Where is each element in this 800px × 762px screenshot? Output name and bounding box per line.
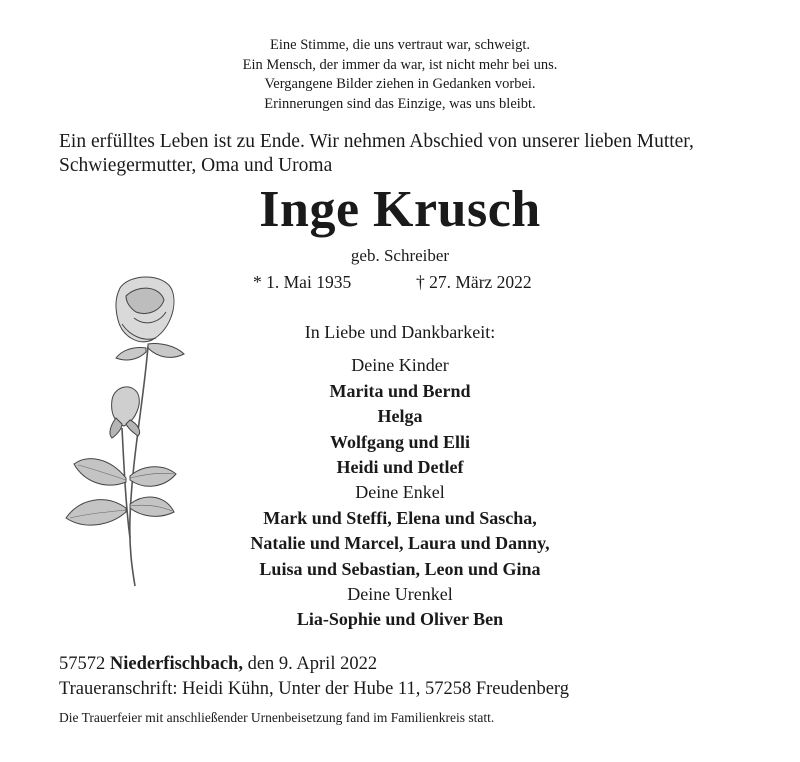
letter-date: den 9. April 2022 bbox=[247, 654, 378, 674]
poem-line: Eine Stimme, die uns vertraut war, schweigt. bbox=[270, 37, 530, 53]
children-label: Deine Kinder bbox=[351, 355, 449, 376]
child-entry: Helga bbox=[377, 406, 423, 427]
great-grandchild-entry: Lia-Sophie und Oliver Ben bbox=[296, 609, 504, 630]
death-date: † 27. März 2022 bbox=[416, 272, 532, 292]
child-entry: Wolfgang und Elli bbox=[329, 431, 471, 452]
grandchild-entry: Natalie und Marcel, Laura und Danny, bbox=[250, 533, 550, 554]
mourners-list bbox=[0, 320, 800, 633]
grandchild-entry: Luisa und Sebastian, Leon und Gina bbox=[259, 558, 541, 579]
grandchildren-label: Deine Enkel bbox=[355, 482, 445, 503]
gratitude-line: In Liebe und Dankbarkeit: bbox=[304, 322, 496, 342]
town: Niederfischbach, bbox=[109, 654, 243, 674]
place-and-address bbox=[59, 652, 779, 701]
zip-code: 57572 bbox=[59, 654, 106, 674]
child-entry: Heidi und Detlef bbox=[336, 457, 464, 478]
place-date-line bbox=[59, 652, 779, 677]
intro-line: Ein erfülltes Leben ist zu Ende. Wir nehmen Abschied von unserer lieben Mutter, bbox=[59, 131, 694, 152]
intro-line: Schwiegermutter, Oma und Uroma bbox=[59, 155, 333, 176]
poem-line: Ein Mensch, der immer da war, ist nicht mehr bei uns. bbox=[242, 56, 558, 73]
intro-text bbox=[59, 130, 759, 178]
birth-date: * 1. Mai 1935 bbox=[253, 272, 352, 292]
poem-line: Erinnerungen sind das Einzige, was uns bleibt. bbox=[264, 95, 536, 112]
great-grandchildren-label: Deine Urenkel bbox=[347, 584, 453, 605]
mourning-address: Traueranschrift: Heidi Kühn, Unter der Hube 11, 57258 Freudenberg bbox=[59, 678, 570, 699]
grandchild-entry: Mark und Steffi, Elena und Sascha, bbox=[263, 507, 537, 528]
deceased-name: Inge Krusch bbox=[259, 181, 541, 238]
poem bbox=[0, 36, 800, 114]
birth-name: geb. Schreiber bbox=[350, 246, 450, 265]
child-entry: Marita und Bernd bbox=[329, 380, 471, 401]
poem-line: Vergangene Bilder ziehen in Gedanken vorbei. bbox=[264, 76, 536, 92]
funeral-note: Die Trauerfeier mit anschließender Urnenbeisetzung fand im Familienkreis statt. bbox=[59, 710, 495, 725]
